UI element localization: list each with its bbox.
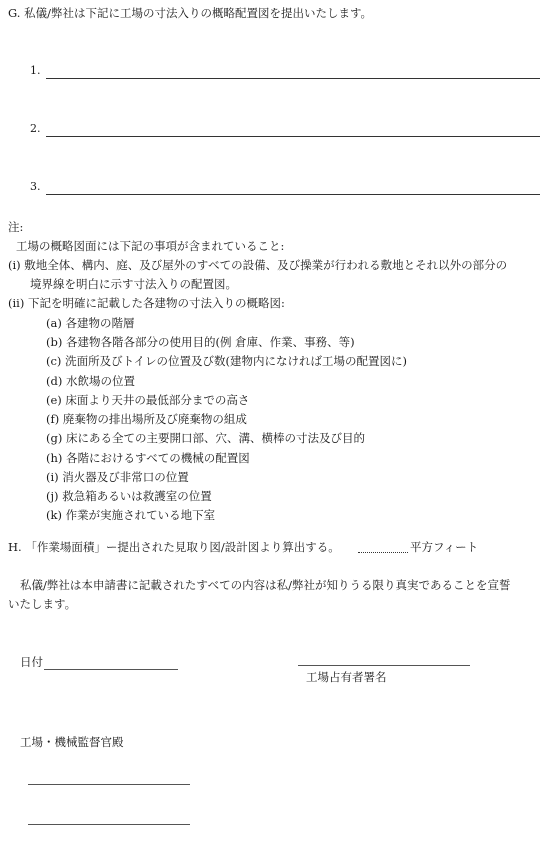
note-ii-line: (ii) 下記を明確に記載した各建物の寸法入りの概略図: bbox=[8, 296, 285, 310]
addressee-label: 工場・機械監督官殿 bbox=[20, 735, 124, 749]
sub-item-g: (g) 床にある全ての主要開口部、穴、溝、横棒の寸法及び目的 bbox=[46, 431, 365, 445]
sub-item-e: (e) 床面より天井の最低部分までの高さ bbox=[46, 393, 250, 407]
addressee-line-1[interactable] bbox=[28, 784, 190, 785]
note-i-line-2: 境界線を明白に示す寸法入りの配置図。 bbox=[30, 277, 237, 291]
sub-item-d: (d) 水飲場の位置 bbox=[46, 374, 135, 388]
floor-area-unit: 平方フィート bbox=[410, 540, 479, 554]
sub-item-k: (k) 作業が実施されている地下室 bbox=[46, 508, 216, 522]
floor-area-field[interactable] bbox=[358, 552, 408, 553]
sub-item-i: (i) 消火器及び非常口の位置 bbox=[46, 470, 189, 484]
note-i-line-1: (i) 敷地全体、構内、庭、及び屋外のすべての設備、及び操業が行われる敷地とそれ以外の部分の bbox=[8, 258, 508, 272]
sub-item-j: (j) 救急箱あるいは救護室の位置 bbox=[46, 489, 212, 503]
sub-item-b: (b) 各建物各階各部分の使用目的(例 倉庫、作業、事務、等) bbox=[46, 335, 355, 349]
layout-item-line-3[interactable] bbox=[46, 194, 540, 195]
declaration-line-1: 私儀/弊社は本申請書に記載されたすべての内容は私/弊社が知りうる限り真実であることを宣誓 bbox=[20, 578, 511, 592]
date-label: 日付 bbox=[20, 655, 43, 669]
sub-item-a: (a) 各建物の階層 bbox=[46, 316, 135, 330]
section-g-heading: G. 私儀/弊社は下記に工場の寸法入りの概略配置図を提出いたします。 bbox=[8, 6, 373, 20]
sub-item-c: (c) 洗面所及びトイレの位置及び数(建物内になければ工場の配置図に) bbox=[46, 354, 407, 368]
layout-item-line-2[interactable] bbox=[46, 136, 540, 137]
date-field[interactable] bbox=[44, 669, 178, 670]
occupier-signature-field[interactable] bbox=[298, 665, 470, 666]
layout-item-number-1: 1. bbox=[30, 64, 41, 77]
notes-title: 注: bbox=[8, 220, 24, 234]
declaration-line-2: いたします。 bbox=[8, 597, 77, 611]
layout-item-number-2: 2. bbox=[30, 122, 41, 135]
addressee-line-2[interactable] bbox=[28, 824, 190, 825]
sub-item-h: (h) 各階におけるすべての機械の配置図 bbox=[46, 451, 250, 465]
notes-intro: 工場の概略図面には下記の事項が含まれていること: bbox=[16, 239, 285, 253]
layout-item-number-3: 3. bbox=[30, 180, 41, 193]
occupier-signature-label: 工場占有者署名 bbox=[306, 670, 387, 684]
section-h-text: H. 「作業場面積」ー提出された見取り図/設計図より算出する。 bbox=[8, 540, 340, 554]
layout-item-line-1[interactable] bbox=[46, 78, 540, 79]
sub-item-f: (f) 廃棄物の排出場所及び廃棄物の組成 bbox=[46, 412, 247, 426]
